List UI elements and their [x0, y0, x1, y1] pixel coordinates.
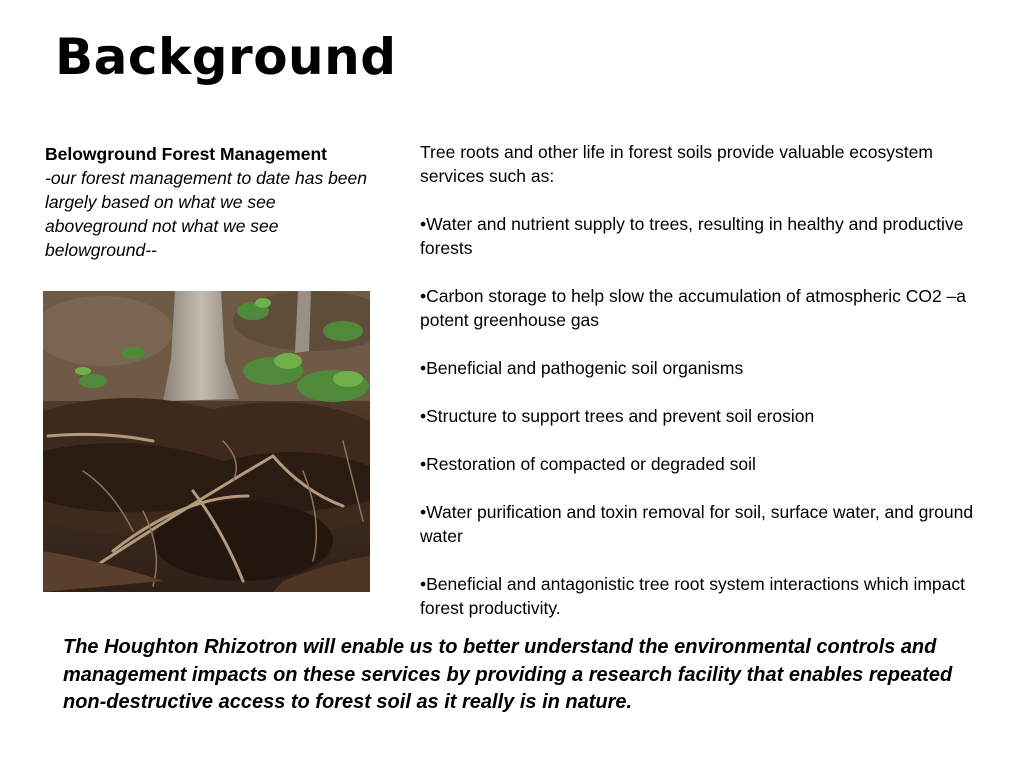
bullet-item: •Carbon storage to help slow the accumulation of atmospheric CO2 –a potent greenhouse gas — [420, 286, 967, 330]
left-column — [45, 142, 375, 262]
services-intro: Tree roots and other life in forest soils provide valuable ecosystem services such as: — [420, 142, 933, 186]
left-heading: Belowground Forest Management — [45, 144, 327, 164]
bullet-item: •Beneficial and antagonistic tree root system interactions which impact forest productivity. — [420, 574, 966, 618]
slide-title: Background — [55, 28, 397, 86]
bullet-item: •Water purification and toxin removal for soil, surface water, and ground water — [420, 502, 974, 546]
forest-soil-photo — [43, 291, 370, 592]
conclusion-text: The Houghton Rhizotron will enable us to better understand the environmental controls and management impacts on these services by providing a research facility that enables repeated non-destructive access to forest soil as it really is in nature. — [63, 636, 953, 713]
bullet-item: •Beneficial and pathogenic soil organisms — [420, 358, 744, 378]
right-column — [420, 140, 980, 644]
bullet-item: •Water and nutrient supply to trees, resulting in healthy and productive forests — [420, 214, 964, 258]
bullet-item: •Restoration of compacted or degraded soil — [420, 454, 756, 474]
left-subtext: -our forest management to date has been largely based on what we see aboveground not what we see belowground-- — [45, 168, 368, 260]
bullet-item: •Structure to support trees and prevent soil erosion — [420, 406, 815, 426]
